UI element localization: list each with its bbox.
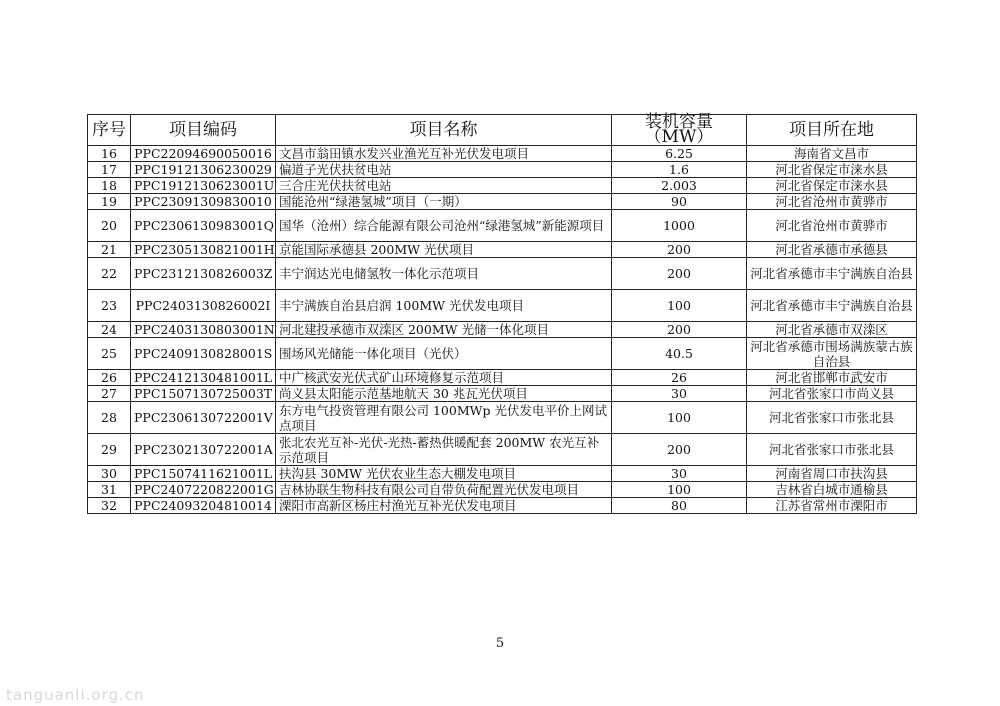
row-index-cell: 16 (88, 146, 131, 162)
project-code-cell: PPC2409130828001S (131, 338, 276, 370)
table-row (88, 482, 917, 498)
capacity-cell: 1.6 (612, 162, 747, 178)
project-name-cell: 围场风光储能一体化项目（光伏） (276, 338, 612, 370)
header-project-code: 项目编码 (131, 115, 276, 146)
location-cell: 河北省沧州市黄骅市 (747, 194, 917, 210)
table-row (88, 178, 917, 194)
watermark: tanguanli.org.cn (6, 686, 145, 704)
row-index-cell: 28 (88, 402, 131, 434)
row-index-cell: 27 (88, 386, 131, 402)
project-name-cell: 丰宁满族自治县启润 100MW 光伏发电项目 (276, 290, 612, 322)
row-index-cell: 25 (88, 338, 131, 370)
table-row (88, 146, 917, 162)
project-code-cell: PPC22094690050016 (131, 146, 276, 162)
capacity-cell: 100 (612, 402, 747, 434)
location-cell: 河南省周口市扶沟县 (747, 466, 917, 482)
project-code-cell: PPC2403130803001N (131, 322, 276, 338)
capacity-cell: 30 (612, 466, 747, 482)
capacity-cell: 90 (612, 194, 747, 210)
location-cell: 河北省承德市围场满族蒙古族自治县 (747, 338, 917, 370)
project-name-cell: 河北建投承德市双滦区 200MW 光储一体化项目 (276, 322, 612, 338)
location-cell: 河北省承德市丰宁满族自治县 (747, 258, 917, 290)
location-cell: 海南省文昌市 (747, 146, 917, 162)
page-number: 5 (495, 636, 505, 651)
table-row (88, 402, 917, 434)
row-index-cell: 32 (88, 498, 131, 514)
table-row (88, 290, 917, 322)
capacity-cell: 2.003 (612, 178, 747, 194)
capacity-cell: 100 (612, 290, 747, 322)
row-index-cell: 24 (88, 322, 131, 338)
project-code-cell: PPC1507411621001L (131, 466, 276, 482)
location-cell: 河北省承德市丰宁满族自治县 (747, 290, 917, 322)
project-name-cell: 尚义县太阳能示范基地航天 30 兆瓦光伏项目 (276, 386, 612, 402)
row-index-cell: 20 (88, 210, 131, 242)
project-code-cell: PPC2403130826002I (131, 290, 276, 322)
project-code-cell: PPC2302130722001A (131, 434, 276, 466)
table-row (88, 210, 917, 242)
project-table (87, 114, 917, 514)
project-code-cell: PPC1507130725003T (131, 386, 276, 402)
project-code-cell: PPC2305130821001H (131, 242, 276, 258)
row-index-cell: 22 (88, 258, 131, 290)
table-row (88, 194, 917, 210)
project-name-cell: 国能沧州“绿港氢城”项目（一期） (276, 194, 612, 210)
location-cell: 河北省承德市承德县 (747, 242, 917, 258)
project-name-cell: 扶沟县 30MW 光伏农业生态大棚发电项目 (276, 466, 612, 482)
project-name-cell: 张北农光互补-光伏-光热-蓄热供暖配套 200MW 农光互补示范项目 (276, 434, 612, 466)
capacity-cell: 26 (612, 370, 747, 386)
location-cell: 河北省张家口市张北县 (747, 402, 917, 434)
table-row (88, 466, 917, 482)
table-row (88, 162, 917, 178)
project-code-cell: PPC23091309830010 (131, 194, 276, 210)
row-index-cell: 21 (88, 242, 131, 258)
project-name-cell: 偏道子光伏扶贫电站 (276, 162, 612, 178)
project-code-cell: PPC2306130983001Q (131, 210, 276, 242)
row-index-cell: 19 (88, 194, 131, 210)
table-row (88, 338, 917, 370)
project-name-cell: 东方电气投资管理有限公司 100MWp 光伏发电平价上网试点项目 (276, 402, 612, 434)
table-row (88, 434, 917, 466)
project-code-cell: PPC2412130481001L (131, 370, 276, 386)
header-project-name: 项目名称 (276, 115, 612, 146)
project-code-cell: PPC2312130826003Z (131, 258, 276, 290)
project-name-cell: 三合庄光伏扶贫电站 (276, 178, 612, 194)
capacity-cell: 30 (612, 386, 747, 402)
capacity-cell: 100 (612, 482, 747, 498)
location-cell: 河北省邯郸市武安市 (747, 370, 917, 386)
project-name-cell: 文昌市翁田镇水发兴业渔光互补光伏发电项目 (276, 146, 612, 162)
project-code-cell: PPC2407220822001G (131, 482, 276, 498)
project-name-cell: 京能国际承德县 200MW 光伏项目 (276, 242, 612, 258)
capacity-cell: 200 (612, 242, 747, 258)
table-row (88, 370, 917, 386)
table-row (88, 386, 917, 402)
row-index-cell: 26 (88, 370, 131, 386)
table-row (88, 258, 917, 290)
row-index-cell: 17 (88, 162, 131, 178)
row-index-cell: 23 (88, 290, 131, 322)
table-header-row (88, 115, 917, 146)
capacity-cell: 6.25 (612, 146, 747, 162)
location-cell: 河北省沧州市黄骅市 (747, 210, 917, 242)
project-name-cell: 溧阳市高新区杨庄村渔光互补光伏发电项目 (276, 498, 612, 514)
location-cell: 河北省保定市涞水县 (747, 162, 917, 178)
location-cell: 河北省保定市涞水县 (747, 178, 917, 194)
location-cell: 河北省承德市双滦区 (747, 322, 917, 338)
row-index-cell: 31 (88, 482, 131, 498)
table-row (88, 498, 917, 514)
row-index-cell: 18 (88, 178, 131, 194)
row-index-cell: 30 (88, 466, 131, 482)
project-code-cell: PPC2306130722001V (131, 402, 276, 434)
location-cell: 吉林省白城市通榆县 (747, 482, 917, 498)
project-name-cell: 吉林协联生物科技有限公司自带负荷配置光伏发电项目 (276, 482, 612, 498)
project-name-cell: 中广核武安光伏式矿山环境修复示范项目 (276, 370, 612, 386)
project-code-cell: PPC19121306230029 (131, 162, 276, 178)
header-location: 项目所在地 (747, 115, 917, 146)
capacity-cell: 200 (612, 322, 747, 338)
location-cell: 河北省张家口市尚义县 (747, 386, 917, 402)
row-index-cell: 29 (88, 434, 131, 466)
project-name-cell: 丰宁润达光电储氢牧一体化示范项目 (276, 258, 612, 290)
project-code-cell: PPC1912130623001U (131, 178, 276, 194)
project-code-cell: PPC24093204810014 (131, 498, 276, 514)
project-name-cell: 国华（沧州）综合能源有限公司沧州“绿港氢城”新能源项目 (276, 210, 612, 242)
header-index: 序号 (88, 115, 131, 146)
table-row (88, 242, 917, 258)
capacity-cell: 80 (612, 498, 747, 514)
capacity-cell: 40.5 (612, 338, 747, 370)
capacity-cell: 200 (612, 434, 747, 466)
location-cell: 江苏省常州市溧阳市 (747, 498, 917, 514)
capacity-cell: 1000 (612, 210, 747, 242)
capacity-cell: 200 (612, 258, 747, 290)
location-cell: 河北省张家口市张北县 (747, 434, 917, 466)
header-capacity: 装机容量（MW） (612, 115, 747, 146)
table-row (88, 322, 917, 338)
